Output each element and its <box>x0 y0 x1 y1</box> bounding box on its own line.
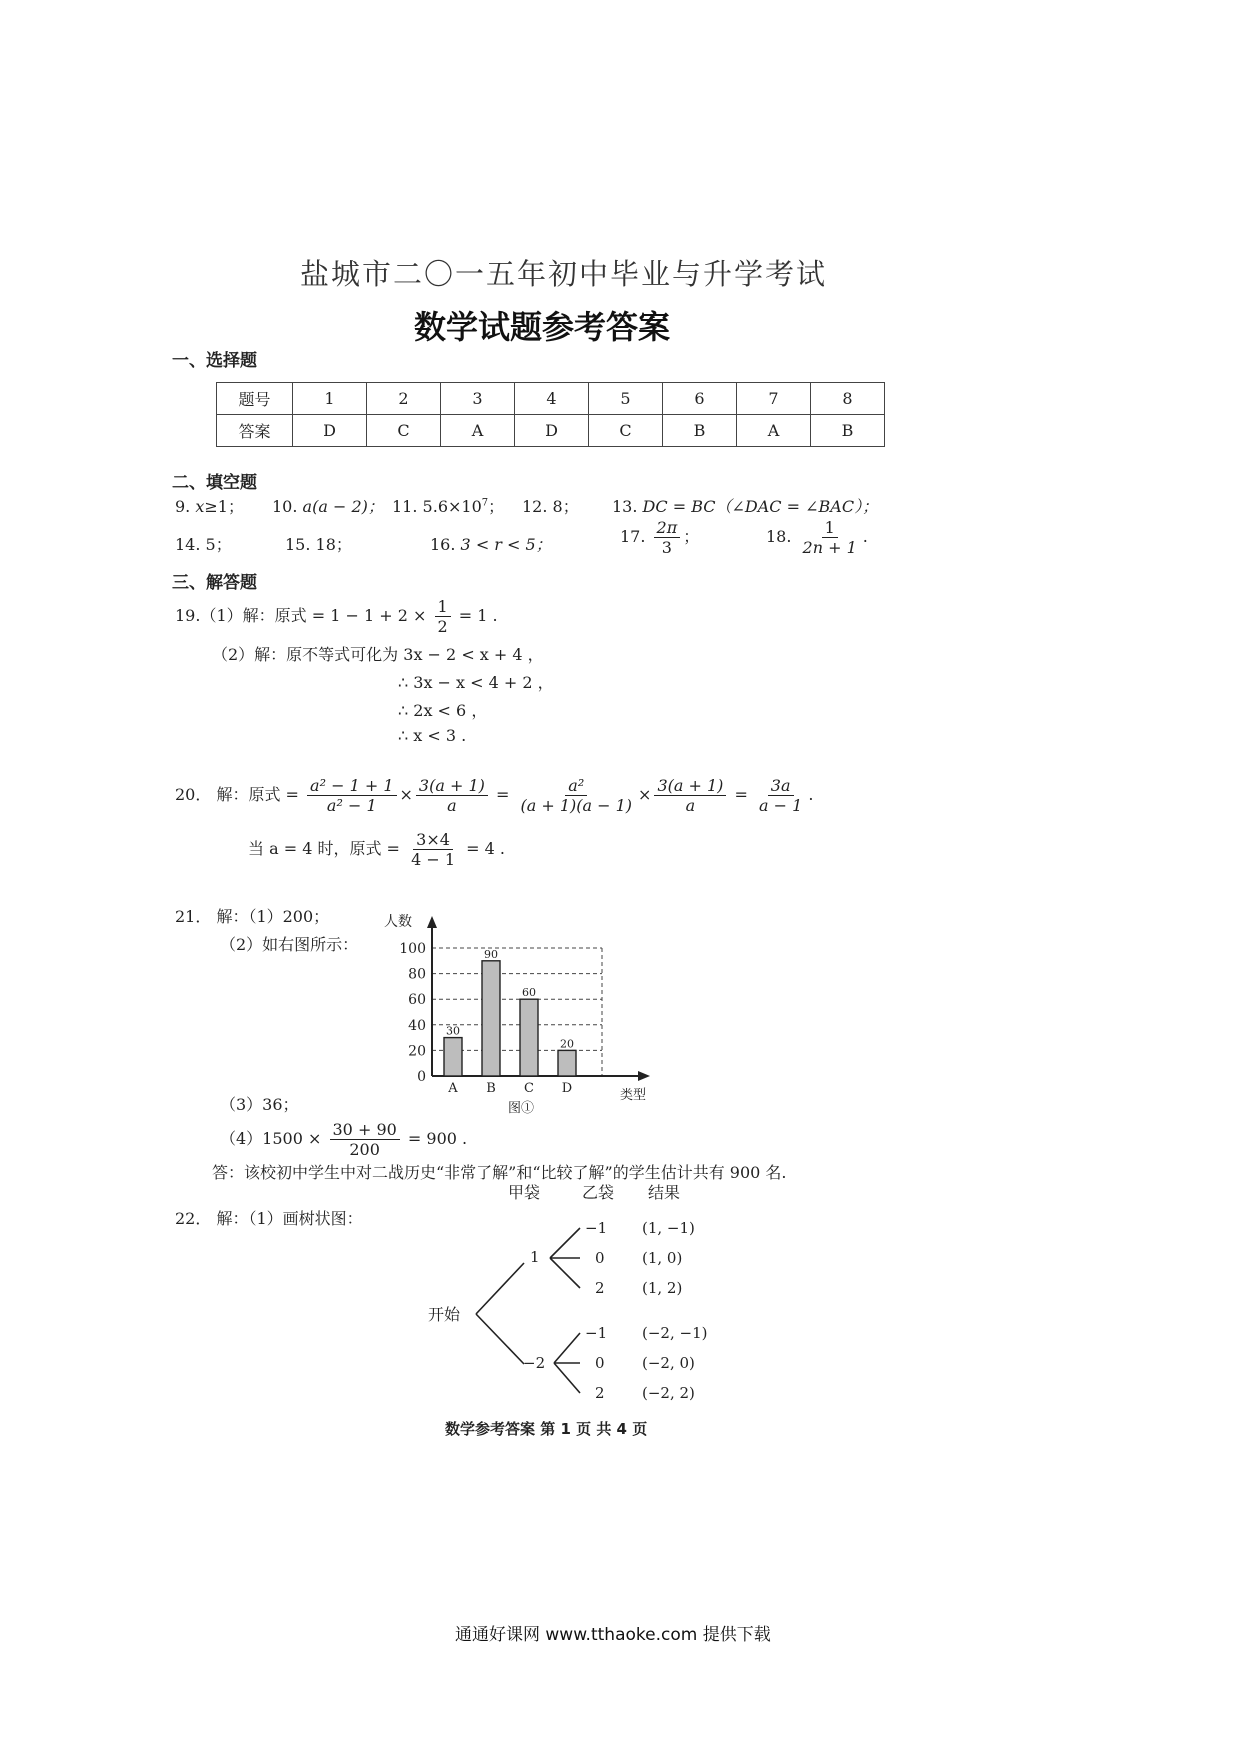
q21-part2: （2）如右图所示： <box>220 935 359 954</box>
bar <box>520 999 538 1076</box>
row-label-answer: 答案 <box>217 415 293 447</box>
q21-part3: （3）36； <box>220 1095 299 1114</box>
answer-cell: A <box>441 415 515 447</box>
x-tick-label: D <box>561 1081 573 1096</box>
tree-result: (−2, 0) <box>642 1354 695 1372</box>
answer-cell: D <box>293 415 367 447</box>
bar-value-label: 20 <box>560 1037 574 1051</box>
question-number: 7 <box>737 383 811 415</box>
tree-edge <box>550 1258 580 1288</box>
bar-chart <box>370 908 670 1118</box>
question-number: 2 <box>367 383 441 415</box>
exam-title: 盐城市二〇一五年初中毕业与升学考试 <box>300 257 828 291</box>
question-number: 6 <box>663 383 737 415</box>
answer-cell: B <box>811 415 885 447</box>
q21-part4: （4）1500 × $\frac{30 + 90}{200}$ = 900 . <box>220 1120 468 1160</box>
answer-key-title: 数学试题参考答案 <box>414 308 671 346</box>
question-number: 3 <box>441 383 515 415</box>
section-choice-heading: 一、选择题 <box>172 351 257 371</box>
row-label-question: 题号 <box>217 383 293 415</box>
tree-edge <box>476 1314 524 1364</box>
y-axis-arrow <box>427 916 437 928</box>
tree-node-l2: 0 <box>595 1249 605 1267</box>
tree-edge <box>476 1263 524 1314</box>
tree-start: 开始 <box>428 1305 461 1324</box>
bar <box>444 1038 462 1076</box>
question-number: 5 <box>589 383 663 415</box>
tree-node-l2: −1 <box>585 1324 608 1342</box>
x-tick-label: C <box>524 1081 534 1096</box>
section-solution-heading: 三、解答题 <box>172 573 257 593</box>
x-tick-label: A <box>448 1081 458 1096</box>
tree-result: (1, −1) <box>642 1219 695 1237</box>
y-tick-label: 80 <box>408 966 426 983</box>
answer-cell: C <box>589 415 663 447</box>
tree-result: (−2, −1) <box>642 1324 708 1342</box>
fill-answer-10: 10. a(a − 2)； <box>272 497 384 516</box>
x-axis-label: 类型 <box>620 1088 647 1103</box>
answer-cell: A <box>737 415 811 447</box>
q20-line2: 当 a = 4 时，原式 = $\frac{3\times 4}{4 - 1}$ = 4 . <box>248 830 505 870</box>
q19-part2-line3: ∴ 2x < 6 ， <box>398 701 488 720</box>
q21-part1: 21． 解：（1）200； <box>175 907 330 926</box>
tree-result: (1, 2) <box>642 1279 683 1297</box>
tree-node-l1: −2 <box>523 1354 546 1372</box>
y-axis-label: 人数 <box>384 914 412 930</box>
q19-part2-line2: ∴ 3x − x < 4 + 2 ， <box>398 673 554 692</box>
fill-answer-16: 16. 3 < r < 5； <box>430 535 552 554</box>
tree-result: (1, 0) <box>642 1249 683 1267</box>
tree-node-l2: 2 <box>595 1279 605 1297</box>
fill-answer-13: 13. DC = BC（∠DAC = ∠BAC）； <box>612 497 879 516</box>
q19-part1: 19.（1）解：原式 = 1 − 1 + 2 × $\frac{1}{2}$ = 1 . <box>175 597 498 637</box>
tree-edge <box>554 1363 580 1393</box>
q19-part2-line4: ∴ x < 3 . <box>398 726 467 745</box>
fill-answer-11: 11. $5.6\times 10^7$； <box>392 497 505 516</box>
download-watermark: 通通好课网 www.tthaoke.com 提供下载 <box>455 1625 771 1645</box>
page-footer: 数学参考答案 第 1 页 共 4 页 <box>445 1420 648 1438</box>
q19-part2-line1: （2）解：原不等式可化为 3x − 2 < x + 4 ， <box>212 645 544 664</box>
y-tick-label: 60 <box>408 992 426 1009</box>
tree-header-bag-a: 甲袋 <box>508 1183 541 1202</box>
answer-cell: B <box>663 415 737 447</box>
tree-edge <box>550 1228 580 1258</box>
tree-edge <box>554 1333 580 1363</box>
question-number: 8 <box>811 383 885 415</box>
y-tick-label: 0 <box>417 1069 426 1085</box>
q21-conclusion: 答：该校初中学生中对二战历史“非常了解”和“比较了解”的学生估计共有 900 名. <box>212 1163 787 1182</box>
table-row <box>217 383 885 415</box>
tree-node-l2: 0 <box>595 1354 605 1372</box>
answer-cell: D <box>515 415 589 447</box>
fill-answer-9: 9. x≥1； <box>175 497 244 516</box>
fill-answer-18: 18. $\frac{1}{2n + 1}$ . <box>766 518 868 558</box>
fill-answer-15: 15. 18； <box>285 535 352 554</box>
question-number: 4 <box>515 383 589 415</box>
section-fill-heading: 二、填空题 <box>172 473 257 493</box>
y-tick-label: 20 <box>408 1043 426 1060</box>
tree-result: (−2, 2) <box>642 1384 695 1402</box>
bar <box>558 1050 576 1076</box>
bar <box>482 961 500 1076</box>
bar-value-label: 60 <box>522 986 536 1000</box>
bar-value-label: 30 <box>446 1024 460 1038</box>
x-axis-arrow <box>638 1071 650 1081</box>
question-number: 1 <box>293 383 367 415</box>
tree-header-bag-b: 乙袋 <box>582 1183 615 1202</box>
tree-node-l1: 1 <box>530 1248 540 1266</box>
q20-line1: 20． 解：原式 = $\frac{\text{a² − 1 + 1}}{\text{a² − 1}}$ × $\frac{3(a + 1)}{a}$ = $\frac{\text{a²}}{(a + 1)(a - 1)}$ × $\frac{3(a + 1)}{a}$ = $\frac{3a}{a - 1}$ . <box>175 776 814 816</box>
tree-diagram <box>420 1178 780 1428</box>
tree-node-l2: −1 <box>585 1219 608 1237</box>
choice-answer-table <box>216 382 885 447</box>
fill-answer-12: 12. 8； <box>522 497 579 516</box>
bar-value-label: 90 <box>484 947 498 961</box>
q22-part1: 22． 解：（1）画树状图： <box>175 1209 363 1228</box>
x-tick-label: B <box>486 1081 496 1096</box>
chart-bars <box>444 948 576 1096</box>
answer-cell: C <box>367 415 441 447</box>
table-row <box>217 415 885 447</box>
tree-node-l2: 2 <box>595 1384 605 1402</box>
fill-answer-17: 17. $\frac{2\pi}{3}$ ； <box>620 518 700 558</box>
tree-header-result: 结果 <box>648 1183 681 1202</box>
y-tick-label: 40 <box>408 1017 426 1034</box>
chart-caption: 图① <box>508 1101 535 1116</box>
fill-answer-14: 14. 5； <box>175 535 232 554</box>
y-tick-label: 100 <box>399 941 426 957</box>
